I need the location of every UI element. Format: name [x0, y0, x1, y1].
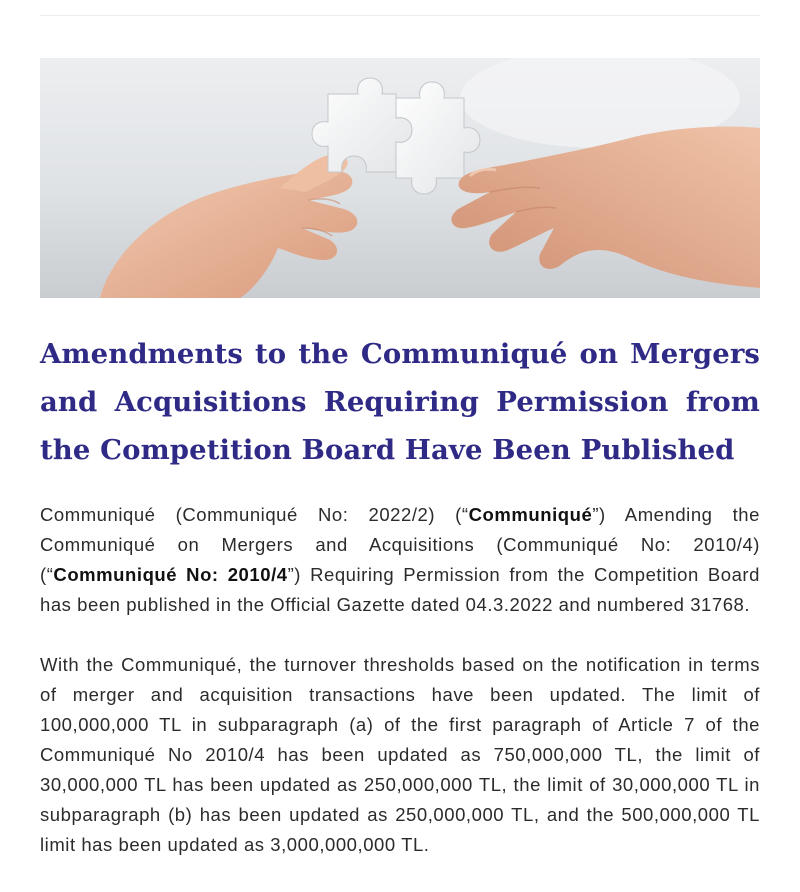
paragraph-1-text-c: ”) Requiring Permission from the Competition Board has been published in the Official Gazette dated 04.3.2022 and numbered 31768. [40, 564, 760, 615]
paragraph-1-text-b: ”) Amending the Communiqué on Mergers and Acquisitions (Communiqué No: 2010/4) (“ [40, 504, 760, 585]
top-divider [40, 15, 760, 16]
paragraph-1-bold-a: Communiqué [468, 504, 593, 525]
hero-image [40, 58, 760, 298]
paragraph-1-bold-b: Communiqué No: 2010/4 [53, 564, 288, 585]
article-title: Amendments to the Communiqué on Mergers and Acquisitions Requiring Permission from the Competition Board Have Been Published [40, 338, 760, 466]
paragraph-1-text-a: Communiqué (Communiqué No: 2022/2) (“ [40, 504, 469, 525]
article-paragraph-1 [40, 500, 760, 620]
article-paragraph-2: With the Communiqué, the turnover thresholds based on the notification in terms of merger and acquisition transactions have been updated. The limit of 100,000,000 TL in subparagraph (a) of the first paragraph of Article 7 of the Communiqué No 2010/4 has been updated as 750,000,000 TL, the limit of 30,000,000 TL has been updated as 250,000,000 TL, the limit of 30,000,000 TL in subparagraph (b) has been updated as 250,000,000 TL, and the 500,000,000 TL limit has been updated as 3,000,000,000 TL. [40, 654, 760, 855]
